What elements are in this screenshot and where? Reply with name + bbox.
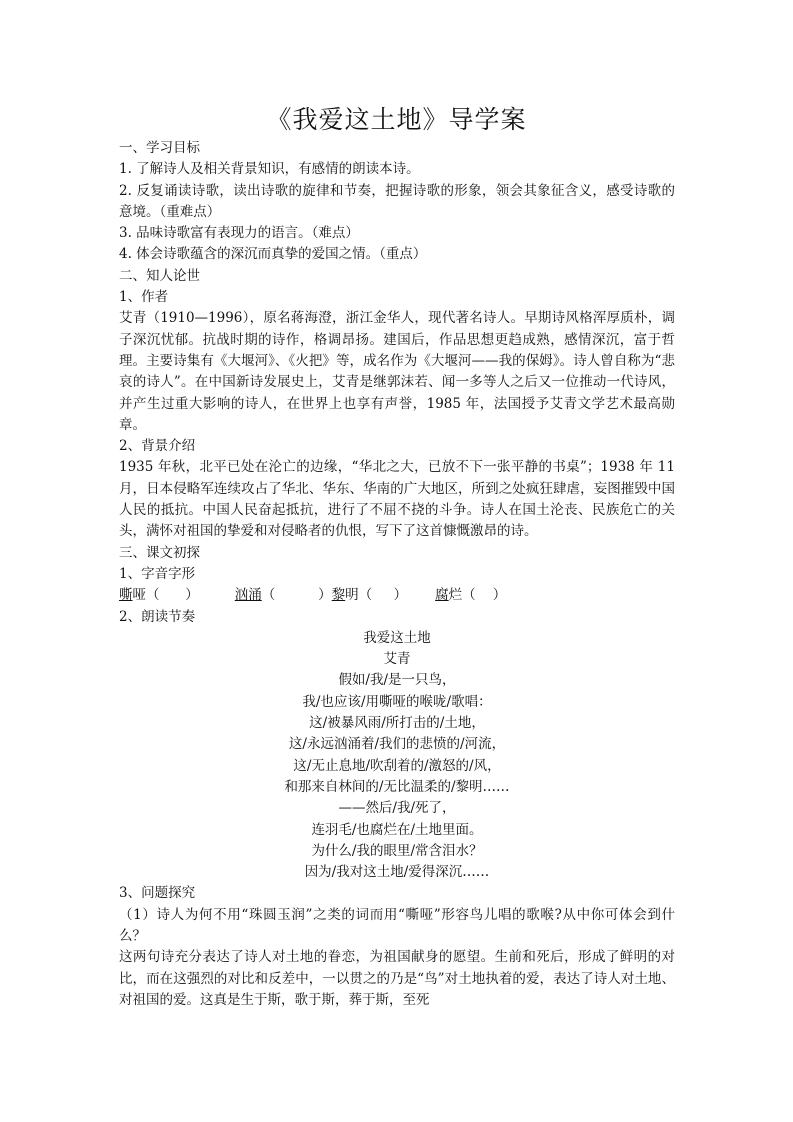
vocab-blank: 烂（ ） — [448, 587, 507, 604]
vocab-marked-char: 嘶 — [119, 587, 133, 604]
subheading-author: 1、作者 — [119, 289, 169, 306]
poem-line: ——然后/我/死了， — [338, 800, 456, 817]
document-body — [119, 138, 675, 1011]
vocab-marked-char: 汹涌 — [234, 587, 262, 604]
subheading-vocab: 1、字音字形 — [119, 565, 196, 582]
poem-line: 假如/我/是一只鸟， — [338, 672, 456, 689]
subheading-context: 2、背景介绍 — [119, 438, 196, 455]
poem-line: 和那来自林间的/无比温柔的/黎明…… — [284, 778, 510, 795]
poem-author: 艾青 — [383, 651, 411, 668]
poem-line: 为什么/我的眼里/常含泪水？ — [311, 842, 483, 859]
goal-item: 4. 体会诗歌蕴含的深沉而真挚的爱国之情。（重点） — [119, 246, 427, 263]
poem — [119, 628, 675, 884]
vocab-marked-char: 黎 — [331, 587, 346, 604]
poem-line: 这/被暴风雨/所打击的/土地， — [309, 715, 485, 732]
vocab-item — [235, 585, 332, 606]
vocab-item — [435, 585, 506, 606]
goal-item: 3. 品味诗歌富有表现力的语言。（难点） — [119, 225, 359, 242]
vocab-item — [332, 585, 407, 606]
poem-title: 我爱这土地 — [363, 629, 431, 646]
poem-line: 这/永远汹涌着/我们的悲愤的/河流， — [288, 736, 506, 753]
subheading-inquiry: 3、问题探究 — [119, 885, 196, 902]
vocab-marked-char: 腐 — [435, 587, 449, 604]
poem-line: 这/无止息地/吹刮着的/激怒的/风， — [293, 757, 501, 774]
question-text: （1）诗人为何不用“珠圆玉润”之类的词而用“嘶哑”形容鸟儿唱的歌喉?从中你可体会到什么？ — [119, 906, 675, 944]
subheading-rhythm: 2、朗读节奏 — [119, 608, 196, 625]
answer-text: 这两句诗充分表达了诗人对土地的眷恋，为祖国献身的愿望。生前和死后，形成了鲜明的对比，而在这强烈的对比和反差中，一以贯之的乃是“鸟”对土地执着的爱，表达了诗人对土地、对祖国的爱。这真是生于斯，歌于斯，葬于斯，至死 — [119, 949, 675, 1008]
goal-item: 1. 了解诗人及相关背景知识，有感情的朗读本诗。 — [119, 161, 420, 178]
poem-line: 连羽毛/也腐烂在/土地里面。 — [311, 821, 483, 838]
section-heading-text-study: 三、课文初探 — [119, 544, 200, 561]
vocab-blank: 哑（ ） — [132, 587, 199, 604]
page-title: 《我爱这土地》导学案 — [266, 105, 527, 134]
vocab-row — [119, 585, 675, 606]
poem-line: 我/也应该/用嘶哑的喉咙/歌唱： — [302, 693, 492, 710]
section-heading-goals: 一、学习目标 — [119, 140, 200, 156]
vocab-blank: 明（ ） — [345, 587, 408, 604]
goal-item: 2. 反复诵读诗歌，读出诗歌的旋律和节奏，把握诗歌的形象，领会其象征含义，感受诗歌的意境。（重难点） — [119, 182, 675, 220]
author-paragraph: 艾青（1910—1996），原名蒋海澄，浙江金华人，现代著名诗人。早期诗风格浑厚质朴，调子深沉忧郁。抗战时期的诗作，格调昂扬。建国后，作品思想更趋成熟，感情深沉，富于哲理。主要诗集有《大堰河》、《火把》等，成名作为《大堰河——我的保姆》。诗人曾自称为“悲哀的诗人”。在中国新诗发展史上，艾青是继郭沫若、闻一多等人之后又一位推动一代诗风，并产生过重大影响的诗人，在世界上也享有声誉，1985 年，法国授予艾青文学艺术最高勋章。 — [119, 310, 675, 433]
context-paragraph: 1935 年秋，北平已处在沦亡的边缘，“华北之大，已放不下一张平静的书桌”；1938 年 11 月，日本侵略军连续攻占了华北、华东、华南的广大地区，所到之处疯狂肆虐，妄图摧毁中国人民的抵抗。中国人民奋起抵抗，进行了不屈不挠的斗争。诗人在国土沦丧、民族危亡的关头，满怀对祖国的挚爱和对侵略者的仇恨，写下了这首慷慨激昂的诗。 — [119, 459, 675, 540]
poem-line: 因为/我对这土地/爱得深沉…… — [304, 864, 490, 881]
vocab-blank: （ ） — [261, 587, 332, 604]
section-heading-background: 二、知人论世 — [119, 267, 200, 284]
vocab-item — [119, 585, 199, 606]
